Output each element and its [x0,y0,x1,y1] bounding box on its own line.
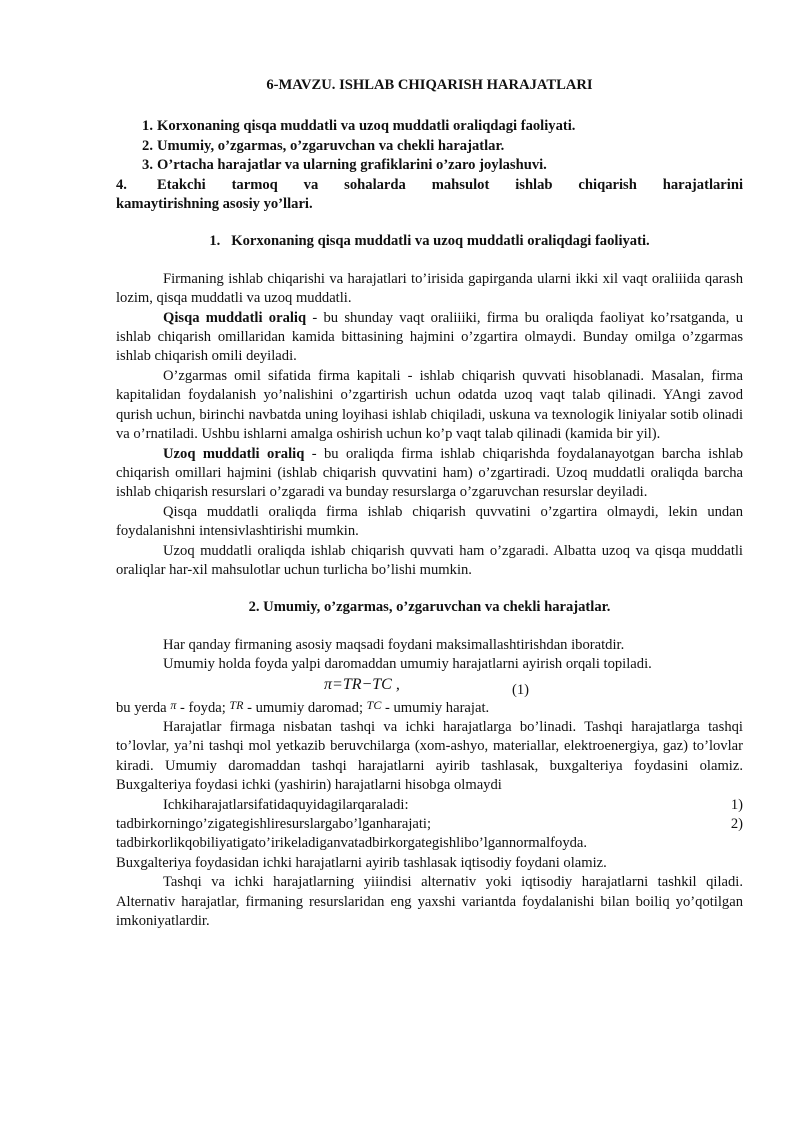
topic-number: 3. [142,157,153,174]
topic-number: 1. [142,118,153,135]
topic-text: Umumiy, o’zgarmas, o’zgaruvchan va chekli harajatlar. [157,137,505,154]
symbol-tr: TR [229,697,244,712]
document-page [116,64,743,931]
term-long-run: Uzoq muddatli oraliq [163,445,305,462]
symbol-pi: π [170,697,177,712]
list-line: tadbirkorningo’zigategishliresurslargabo’lganharajati; 2) [116,816,743,832]
definition-text: - bu oraliqda firma ishlab chiqarishda foydalanayotgan barcha ishlab chiqarish omillari hajmini (ishlab chiqarish quvvatini ham) o’zgartiradi. Uzoq muddatli oraliqda barcha ishlab chiqarish resurslari o’zgaradi va bunday resurslarga o’zgaruvchan resurslar deyiladi. [116,445,744,501]
topic-text: Korxonaning qisqa muddatli va uzoq muddatli oraliqdagi faoliyati. [157,118,576,135]
paragraph: Uzoq muddatli oraliqda ishlab chiqarish quvvati ham o’zgaradi. Albatta uzoq va qisqa muddatli oraliqlar har-xil mahsulotlar uchun turlicha bo’lishi mumkin. [116,542,743,578]
topic-item [116,137,743,156]
paragraph: Firmaning ishlab chiqarishi va harajatlari to’irisida gapirganda ularni ikki xil vaqt oraliiida qarash lozim, qisqa muddatli va uzoq muddatli. [116,270,743,307]
definition-text: - bu shunday vaqt oraliiiki, firma bu oraliqda faoliyat ko’rsatganda, u ishlab chiqarish omillaridan kamida bittasining hajmini o’zgartira olmaydi. Bunday omilga o’zgarmas ishlab chiqarish omili deyiladi. [116,309,743,365]
formula-expression: π=TR−TC , [324,675,400,693]
list-line: tadbirkorlikqobiliyatigato’irikeladiganvatadbirkorgategishlibo’lgannormalfoyda. [116,835,588,852]
page-title: 6-MAVZU. ISHLAB CHIQARISH HARAJATLARI [266,77,593,93]
section-1-number: 1. [209,233,221,250]
topic-item [116,156,743,175]
paragraph: Har qanday firmaning asosiy maqsadi foydani maksimallashtirishdan iboratdir. [163,636,625,653]
paragraph [116,445,743,503]
formula-legend: bu yerda $^\pi$ - foyda; $^{TR}$ - umumiy daromad; $^{TC}$ - umumiy harajat. [116,697,490,716]
paragraph: Harajatlar firmaga nisbatan tashqi va ichki harajatlarga bo’linadi. Tashqi harajatlarga tashqi to’lovlar, ya’ni tashqi mol yetkazib beruvchilarga (xom-ashyo, materiallar, elektroenergiya, gaz) to’lovlar kiradi. Umumiy daromaddan tashqi harajatlarni ayirib tashlasak, buxgalteriya foydasini olamiz. Buxgalteriya foydasi ichki (yashirin) harajatlarni hisobga olmaydi [116,718,743,794]
paragraph: Qisqa muddatli oraliqda firma ishlab chiqarish quvvatini o’zgartira olmaydi, lekin undan foydalanishni intensivlashtirishi mumkin. [116,503,743,540]
topic-number: 4. [116,176,127,193]
topic-list [116,117,743,214]
profit-formula [116,675,743,699]
list-line: Buxgalteriya foydasidan ichki harajatlarni ayirib tashlasak iqtisodiy foydani olamiz. [116,854,607,871]
section-1-heading [116,232,743,251]
paragraph: Umumiy holda foyda yalpi daromaddan umumiy harajatlarni ayirish orqali topiladi. [163,656,652,673]
paragraph: Tashqi va ichki harajatlarning yiiindisi alternativ yoki iqtisodiy harajatlarni tashkil qiladi. Alternativ harajatlar, firmaning resurslaridan eng yaxshi variantda foydalanishi bilan boiliq yo’qotilgan imkoniyatlardir. [116,874,743,930]
section-2-heading: 2. Umumiy, o’zgarmas, o’zgaruvchan va chekli harajatlar. [248,599,611,616]
formula-number: (1) [512,681,530,698]
topic-text: Etakchi tarmoq va sohalarda mahsulot ishlab chiqarish harajatlarini [157,176,743,193]
term-short-run: Qisqa muddatli oraliq [163,309,307,326]
list-line: Ichkiharajatlarsifatidaquyidagilarqaraladi: 1) [163,796,743,813]
paragraph [116,309,743,367]
topic-item [116,176,743,195]
paragraph: O’zgarmas omil sifatida firma kapitali - ishlab chiqarish quvvati hisoblanadi. Masalan, firma kapitalidan foydalanish yo’nalishini o’zgartirish uchun odatda uzoq vaqt talab qilinadi. YAngi zavod qurish uchun, birinchi navbatda uning loyihasi ishlab chiqiladi, uskuna va texnologik liniyalar sotib olinadi va o’rnatiladi. Ushbu ishlarni amalga oshirish uchun ko’p vaqt talab qilinadi (kamida bir yil). [116,367,743,443]
symbol-tc: TC [366,697,382,712]
topic-item-continued: kamaytirishning asosiy yo’llari. [116,196,313,213]
topic-text: O’rtacha harajatlar va ularning grafiklarini o’zaro joylashuvi. [157,157,547,174]
section-1-title: Korxonaning qisqa muddatli va uzoq muddatli oraliqdagi faoliyati. [231,233,650,250]
topic-item [116,117,743,136]
topic-number: 2. [142,137,153,154]
